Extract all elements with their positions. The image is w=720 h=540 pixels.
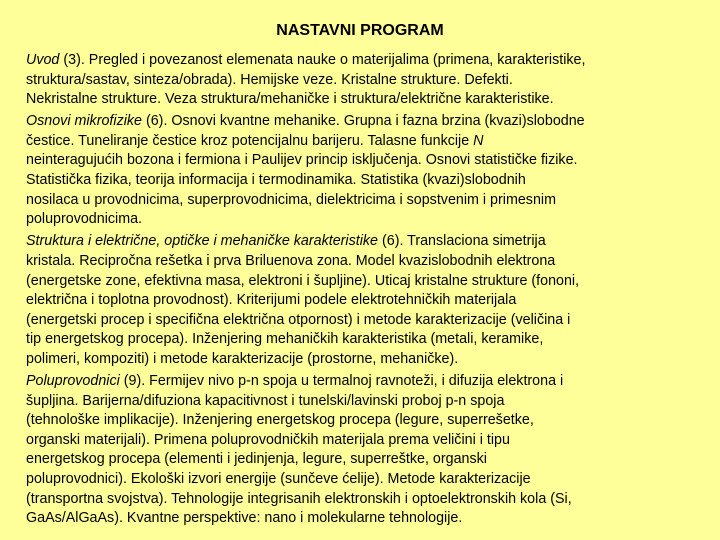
text-line: poluprovodnici). Ekološki izvori energije (sunčeve ćelije). Metode karakterizacije — [26, 470, 531, 487]
text-span: (6). Translaciona simetrija — [378, 233, 546, 250]
text-line: električna i toplotna provodnost). Kriterijumi podele elektrotehničkih materijala — [26, 292, 517, 309]
text-line — [26, 112, 585, 132]
text-line: struktura/sastav, sinteza/obrada). Hemijske veze. Kristalne strukture. Defekti. — [26, 71, 513, 88]
text-line: energetskog procepa (elementi i jedinjenja, legure, superreštke, organski — [26, 451, 487, 468]
text-line: poluprovodnicima. — [26, 211, 143, 228]
paragraph-uvod — [26, 51, 585, 110]
text-line — [26, 51, 585, 71]
topic-title: Uvod — [26, 52, 60, 68]
text-span: (9). Fermijev nivo p-n spoja u termalnoj ravnoteži, i difuzija elektrona i — [119, 373, 564, 389]
text-line: Statistička fizika, teorija informacija i termodinamika. Statistika (kvazi)slobodnih — [26, 172, 526, 189]
text-span: (3). Pregled i povezanost elemenata nauke o materijalima (primena, karakteristike, — [59, 52, 586, 68]
program-content — [26, 51, 585, 531]
text-line: (tehnološke implikacije). Inženjering energetskog procepa (legure, superrešetke, — [26, 412, 534, 429]
paragraph-poluprovodnici — [26, 372, 585, 529]
topic-title: Osnovi mikrofizike — [26, 113, 142, 130]
text-line: polimeri, kompoziti) i metode karakterizacije (prostorne, mehaničke). — [26, 350, 459, 367]
topic-title: Poluprovodnici — [26, 373, 120, 389]
text-line: kristala. Recipročna rešetka i prva Briluenova zona. Model kvazislobodnih elektrona — [26, 252, 556, 269]
topic-title: Struktura i električne, optičke i mehaničke karakteristike — [26, 233, 379, 250]
text-line: GaAs/AlGaAs). Kvantne perspektive: nano i molekularne tehnologije. — [26, 510, 463, 527]
text-line — [26, 372, 585, 392]
text-span: (6). Osnovi kvantne mehanike. Grupna i fazna brzina (kvazi)slobodne — [142, 113, 585, 130]
text-line — [26, 132, 585, 152]
page-title: NASTAVNI PROGRAM — [276, 22, 444, 39]
text-line: (energetski procep i specifična električna otpornost) i metode karakterizacije (veličina i — [26, 311, 571, 328]
paragraph-struktura — [26, 232, 585, 369]
text-line: neinteragujućih bozona i fermiona i Paulijev princip isključenja. Osnovi statističke fizike. — [26, 152, 578, 169]
text-span: čestice. Tuneliranje čestice kroz potencijalnu barijeru. Talasne funkcije — [26, 132, 474, 149]
text-line: Nekristalne strukture. Veza struktura/mehaničke i struktura/električne karakteristike. — [26, 91, 554, 108]
text-line: šupljina. Barijerna/difuziona kapacitivnost i tunelski/lavinski proboj p-n spoja — [26, 392, 505, 409]
text-line: tip energetskog procepa). Inženjering mehaničkih karakteristika (metali, keramike, — [26, 331, 544, 348]
text-line: (energetske zone, efektivna masa, elektroni i šupljine). Uticaj kristalne strukture (fononi, — [26, 272, 580, 289]
text-line: (transportna svojstva). Tehnologije integrisanih elektronskih i optoelektronskih kola (Si, — [26, 490, 572, 507]
text-line — [26, 232, 585, 252]
italic-symbol: N — [473, 132, 484, 149]
text-line: organski materijali). Primena poluprovodničkih materijala prema veličini i tipu — [26, 431, 510, 448]
paragraph-osnovi-mikrofizike — [26, 112, 585, 230]
text-line: nosilaca u provodnicima, superprovodnicima, dielektricima i sopstvenim i primesnim — [26, 191, 556, 208]
